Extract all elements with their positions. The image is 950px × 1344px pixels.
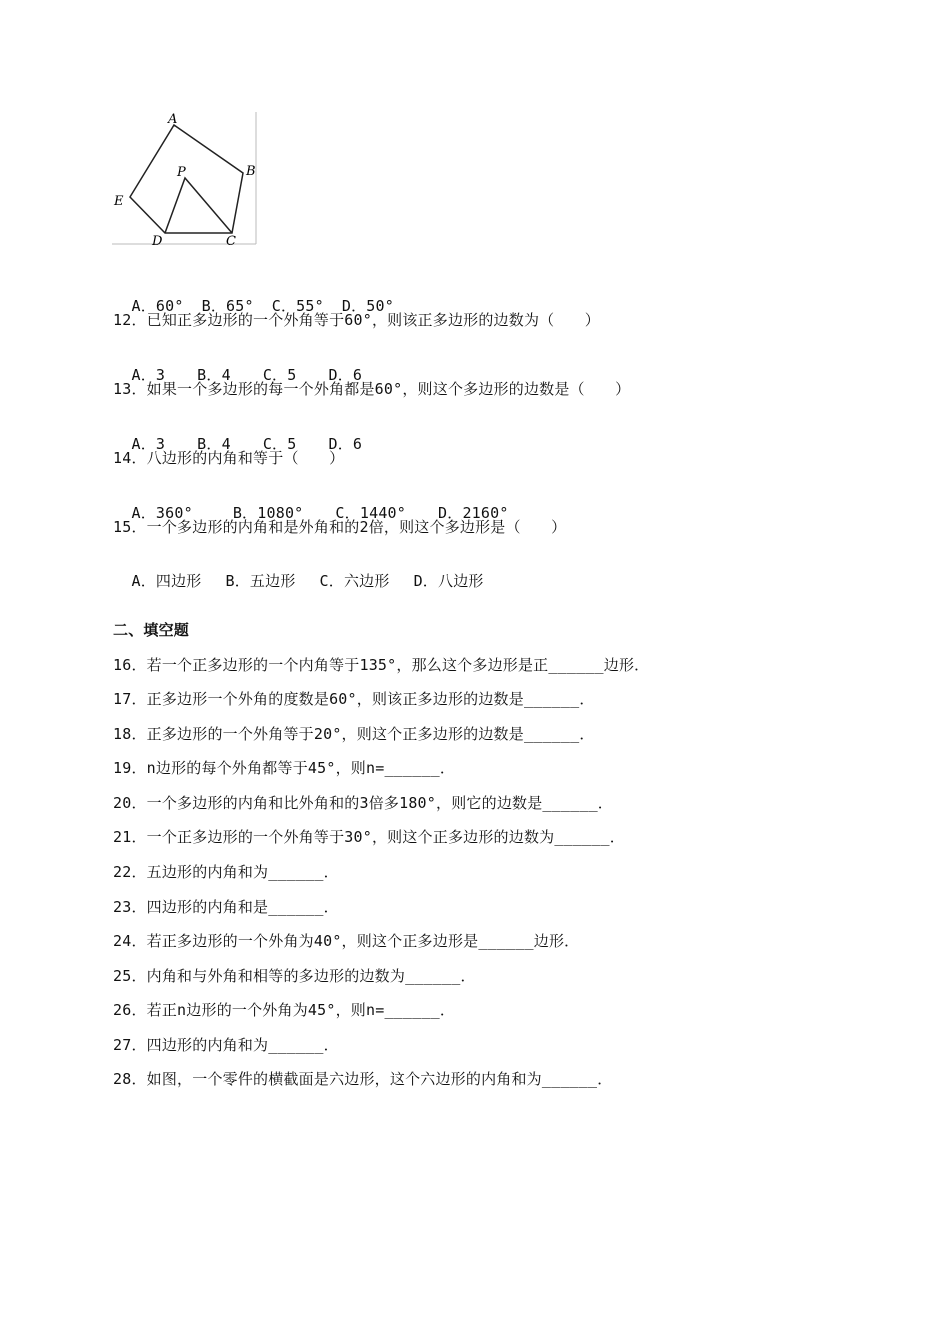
q13-option-c: C．5 <box>262 435 297 453</box>
geometry-figure <box>110 108 262 248</box>
q14-text: 14．八边形的内角和等于（ ） <box>113 449 345 467</box>
pentagon-diagram <box>110 108 262 248</box>
label-a: A <box>168 112 178 127</box>
triangle-pdc <box>165 178 232 233</box>
q26-text: 26．若正n边形的一个外角为45°，则n=______． <box>113 1001 456 1019</box>
q13-option-a: A．3 <box>131 435 166 453</box>
q15-text: 15．一个多边形的内角和是外角和的2倍，则这个多边形是（ ） <box>113 518 567 536</box>
q15-option-a: A．四边形 <box>131 572 202 590</box>
label-d: D <box>152 234 163 248</box>
label-c: C <box>226 234 236 248</box>
q12-option-c: C．5 <box>262 366 297 384</box>
q13-option-b: B．4 <box>197 435 231 453</box>
q27-text: 27．四边形的内角和为______． <box>113 1036 339 1054</box>
q14-option-b: B．1080° <box>232 504 304 522</box>
q12-option-a: A．3 <box>131 366 166 384</box>
q14-option-c: C．1440° <box>335 504 407 522</box>
q11-option-b: B．65° <box>201 297 254 315</box>
q15-options <box>113 551 484 591</box>
q16-text: 16．若一个正多边形的一个内角等于135°，那么这个多边形是正______边形． <box>113 656 650 674</box>
q11-option-c: C．55° <box>271 297 324 315</box>
label-p: P <box>177 165 186 180</box>
label-b: B <box>246 164 256 179</box>
q11-option-d: D．50° <box>341 297 394 315</box>
q25-text: 25．内角和与外角和相等的多边形的边数为______． <box>113 967 476 985</box>
q14-option-d: D．2160° <box>438 504 509 522</box>
q21-text: 21．一个正多边形的一个外角等于30°，则这个正多边形的边数为______． <box>113 828 625 846</box>
q20-text: 20．一个多边形的内角和比外角和的3倍多180°，则它的边数是______． <box>113 794 614 812</box>
q28-text: 28．如图，一个零件的横截面是六边形，这个六边形的内角和为______． <box>113 1070 613 1088</box>
label-e: E <box>114 194 124 209</box>
section-title-fill-in: 二、填空题 <box>113 621 190 639</box>
q12-option-b: B．4 <box>197 366 231 384</box>
q12-option-d: D．6 <box>328 366 363 384</box>
q12-text: 12．已知正多边形的一个外角等于60°，则该正多边形的边数为（ ） <box>113 311 600 329</box>
q15-option-d: D．八边形 <box>413 572 484 590</box>
q13-text: 13．如果一个多边形的每一个外角都是60°，则这个多边形的边数是（ ） <box>113 380 631 398</box>
q15-option-b: B．五边形 <box>225 572 296 590</box>
q18-text: 18．正多边形的一个外角等于20°，则这个正多边形的边数是______． <box>113 725 595 743</box>
q23-text: 23．四边形的内角和是______． <box>113 898 339 916</box>
q13-option-d: D．6 <box>328 435 363 453</box>
q17-text: 17．正多边形一个外角的度数是60°，则该正多边形的边数是______． <box>113 690 595 708</box>
q22-text: 22．五边形的内角和为______． <box>113 863 339 881</box>
q14-option-a: A．360° <box>131 504 193 522</box>
q24-text: 24．若正多边形的一个外角为40°，则这个正多边形是______边形． <box>113 932 580 950</box>
q19-text: 19．n边形的每个外角都等于45°，则n=______． <box>113 759 456 777</box>
q11-option-a: A．60° <box>131 297 184 315</box>
q15-option-c: C．六边形 <box>319 572 390 590</box>
